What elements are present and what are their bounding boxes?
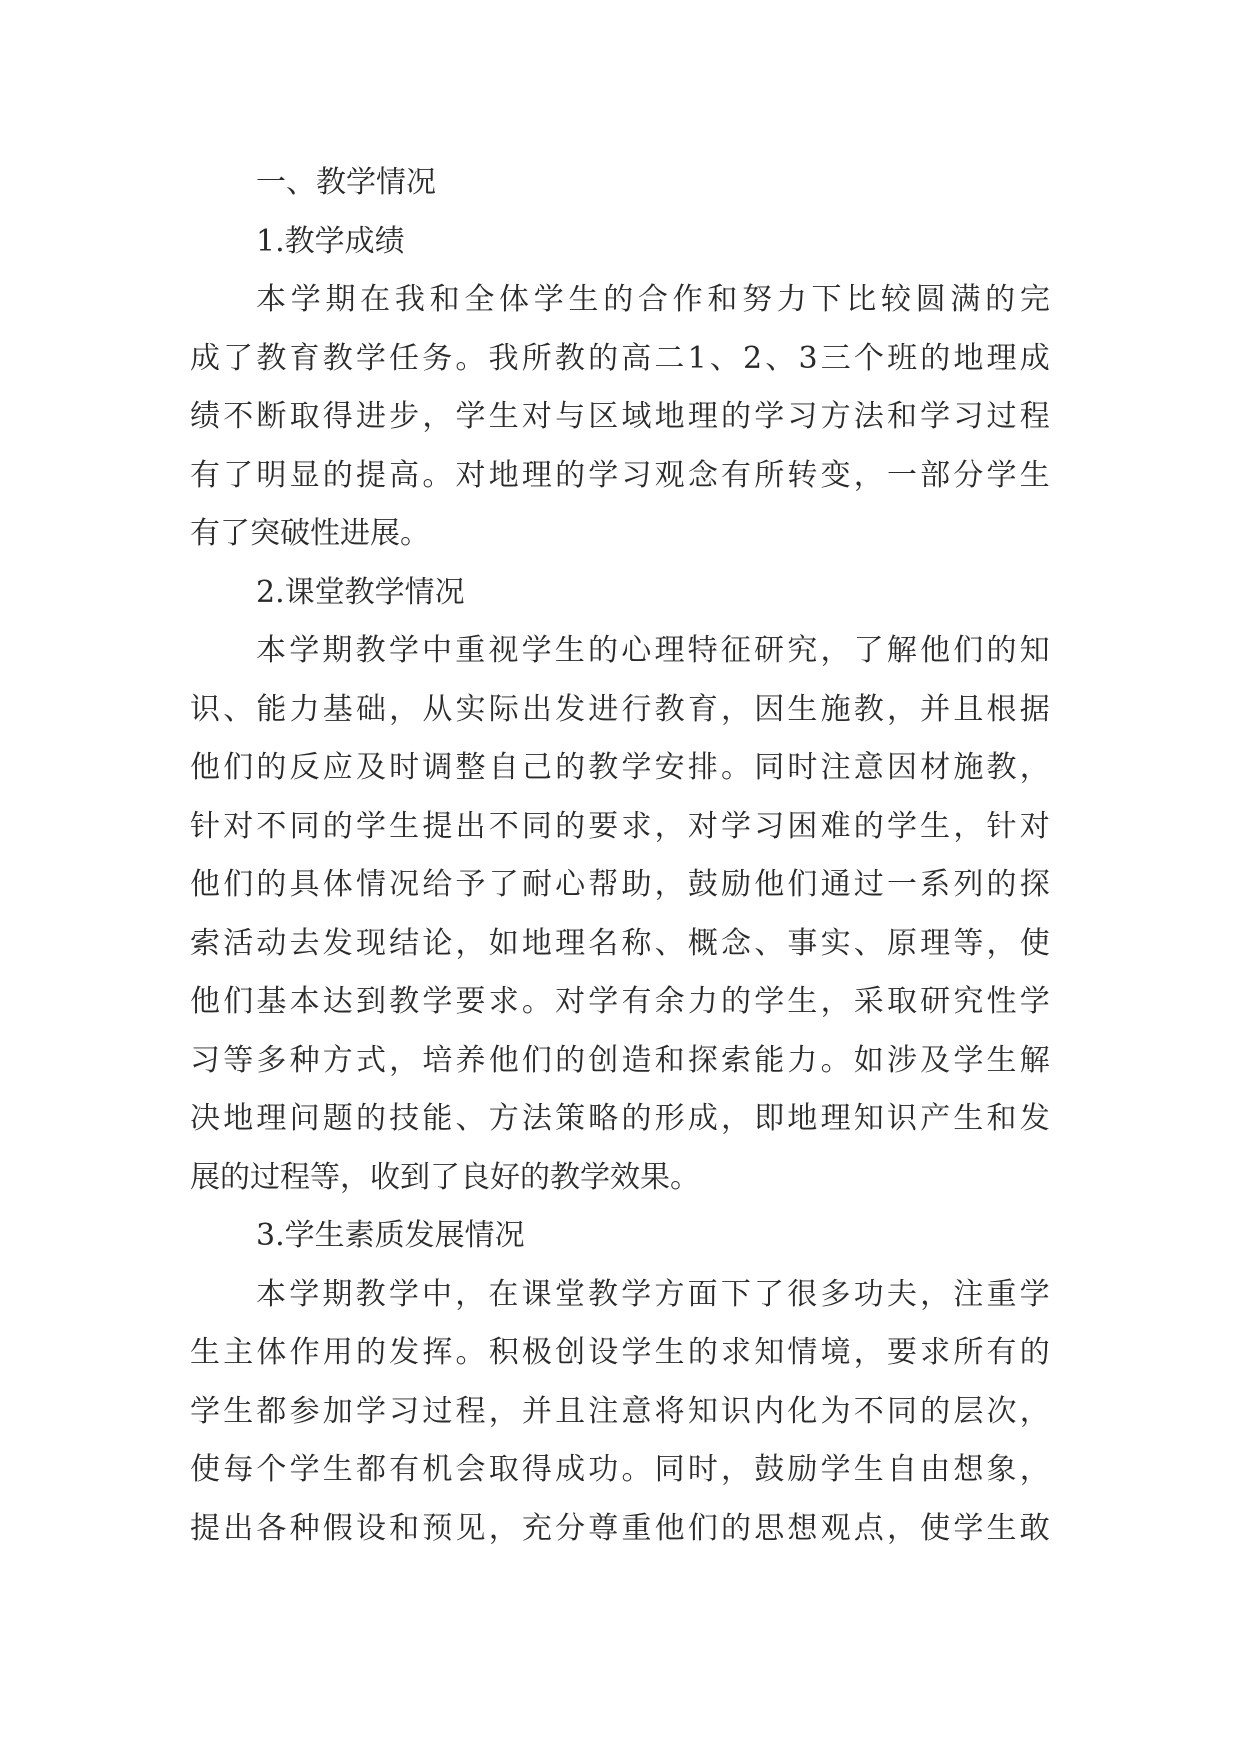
paragraph-line: 生 主 体 作 用 的 发 挥 。 积 极 创 设 学 生 的 求 知 情 境 ， 要 求 所 有 的 [190,1335,1050,1370]
paragraph-line: 习 等 多 种 方 式 ， 培 养 他 们 的 创 造 和 探 索 能 力 。 如 涉 及 学 生 解 [190,1042,1050,1078]
section-heading: 一、教学情况 [256,165,436,200]
paragraph-line: 他 们 的 具 体 情 况 给 予 了 耐 心 帮 助 ， 鼓 励 他 们 通 过 一 系 列 的 探 [190,867,1050,902]
paragraph-line: 识 、 能 力 基 础 ， 从 实 际 出 发 进 行 教 育 ， 因 生 施 教 ， 并 且 根 据 [190,691,1050,727]
paragraph-line: 本 学 期 教 学 中 ， 在 课 堂 教 学 方 面 下 了 很 多 功 夫 ， 注 重 学 [256,1276,1050,1312]
subsection-heading: 2.课堂教学情况 [256,574,465,610]
paragraph-line: 索 活 动 去 发 现 结 论 ， 如 地 理 名 称 、 概 念 、 事 实 、 原 理 等 ， 使 [190,925,1050,961]
paragraph-line: 决 地 理 问 题 的 技 能 、 方 法 策 略 的 形 成 ， 即 地 理 知 识 产 生 和 发 [190,1101,1050,1136]
subsection-heading: 1.教学成绩 [256,223,405,259]
paragraph-line: 他 们 的 反 应 及 时 调 整 自 己 的 教 学 安 排 。 同 时 注 意 因 材 施 教 ， [190,750,1050,785]
document-body [190,154,1050,1558]
paragraph-line: 学 生 都 参 加 学 习 过 程 ， 并 且 注 意 将 知 识 内 化 为 不 同 的 层 次 ， [190,1393,1050,1429]
paragraph-line: 有 了 明 显 的 提 高 。 对 地 理 的 学 习 观 念 有 所 转 变 ， 一 部 分 学 生 [190,457,1050,493]
subsection-heading: 3.学生素质发展情况 [256,1218,525,1253]
paragraph-line: 有了突破性进展。 [190,516,430,551]
paragraph-line: 他 们 基 本 达 到 教 学 要 求 。 对 学 有 余 力 的 学 生 ， 采 取 研 究 性 学 [190,984,1050,1019]
paragraph-line: 绩 不 断 取 得 进 步 ， 学 生 对 与 区 域 地 理 的 学 习 方 法 和 学 习 过 程 [190,399,1050,434]
paragraph-line: 提 出 各 种 假 设 和 预 见 ， 充 分 尊 重 他 们 的 思 想 观 点 ， 使 学 生 敢 [190,1510,1050,1546]
paragraph-line: 本 学 期 教 学 中 重 视 学 生 的 心 理 特 征 研 究 ， 了 解 他 们 的 知 [256,633,1050,668]
paragraph-line: 成 了 教 育 教 学 任 务 。 我 所 教 的 高 二 1 、 2 、 3 三 个 班 的 地 理 成 [190,340,1050,376]
paragraph-line: 本 学 期 在 我 和 全 体 学 生 的 合 作 和 努 力 下 比 较 圆 满 的 完 [256,282,1050,317]
paragraph-line: 针 对 不 同 的 学 生 提 出 不 同 的 要 求 ， 对 学 习 困 难 的 学 生 ， 针 对 [190,808,1050,844]
paragraph-line: 使 每 个 学 生 都 有 机 会 取 得 成 功 。 同 时 ， 鼓 励 学 生 自 由 想 象 ， [190,1452,1050,1487]
paragraph-line: 展的过程等，收到了良好的教学效果。 [190,1159,700,1195]
